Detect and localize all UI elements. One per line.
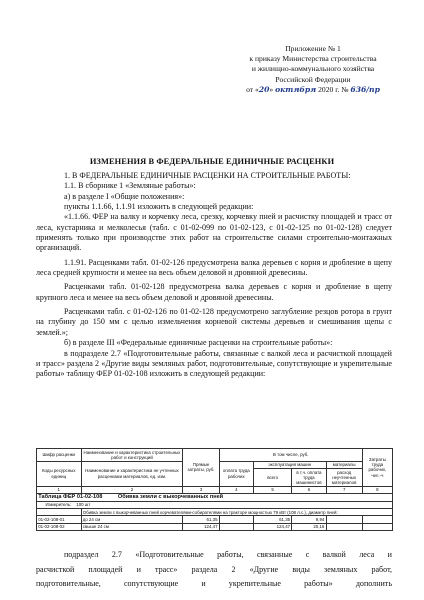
appendix-header — [218, 44, 408, 95]
header-total: всего — [253, 468, 291, 486]
appendix-ministry-line: и жилищно-коммунального хозяйства — [251, 64, 375, 74]
paragraph: Расценками табл. 01-02-128 предусмотрена валка деревьев с корня и дробление в щепу крупного леса и менее на весь объем деловой и дровяной древесины. — [36, 282, 392, 302]
header-unaccounted-materials: Наименование и характеристика не учтенных расценками материалов, ед. изм. — [81, 461, 183, 486]
meter-label: Измеритель: — [45, 502, 72, 508]
header-resource-codes: Коды ресурсных единиц — [37, 461, 82, 486]
header-labor: Затраты труда рабочих, чел.-ч — [362, 449, 392, 487]
table-title: Таблица ФЕР 01-02-108 — [38, 493, 103, 500]
work-description: Обивка земли с выкорчеванных пней корчевателями-собирателями на тракторе мощностью 79 кВт (108 л.с.), диаметр пней: — [81, 508, 393, 515]
continuation-text — [36, 548, 392, 592]
paragraph: б) в разделе III «Федеральные единичные расценки на строительные работы»: — [64, 338, 333, 348]
appendix-number: Приложение № 1 — [285, 44, 341, 53]
row-materials — [326, 523, 362, 530]
row-direct: 124,47 — [183, 523, 219, 530]
paragraph: «1.1.66. ФЕР на валку и корчевку леса, срезку, корчевку пней и расчистку площадей и трасс от леса, кустарника и мелколесья (табл. с 01-02-099 по 01-02-123, с 01-02-125 по 01-02-128) следует применять только при производстве этих работ на строительстве силами строительно-монтажных организаций. — [36, 212, 392, 253]
header-name: Наименование и характеристика строительных работ и конструкций — [81, 449, 183, 462]
colnum: 5 — [253, 486, 291, 493]
table-row — [37, 516, 393, 523]
date-prefix: от « — [246, 84, 259, 94]
colnum: 7 — [326, 486, 362, 493]
row-direct: 61,35 — [183, 516, 219, 523]
header-code: Шифр расценки — [37, 449, 82, 462]
colnum: 6 — [292, 486, 326, 493]
row-labor — [362, 523, 392, 530]
header-consumption: расход неучтенных материалов — [326, 468, 362, 486]
paragraph: пункты 1.1.66, 1.1.91 изложить в следующей редакции: — [64, 202, 254, 212]
table-subject: Обивка земли с выкорчеванных пней — [117, 493, 224, 500]
meter-value: 100 шт — [76, 502, 91, 508]
row-wage — [219, 516, 253, 523]
header-machines: эксплуатация машин — [253, 461, 326, 468]
section-heading: 1. В ФЕДЕРАЛЬНЫЕ ЕДИНИЧНЫЕ РАСЦЕНКИ НА СТРОИТЕЛЬНЫЕ РАБОТЫ: — [64, 171, 351, 180]
row-total: 124,47 — [253, 523, 291, 530]
handwritten-month: октября — [275, 84, 317, 94]
document-title: ИЗМЕНЕНИЯ В ФЕДЕРАЛЬНЫЕ ЕДИНИЧНЫЕ РАСЦЕНКИ — [89, 157, 335, 166]
colnum: 2 — [81, 486, 183, 493]
paragraph-line: расчисткой площадей и трасс» раздела 2 «Другие виды земляных работ, — [36, 564, 392, 574]
row-code: 01-02-108-02 — [37, 523, 82, 530]
table-title-row — [37, 494, 393, 501]
header-incl-wage: в т.ч. оплата труда машинистов — [292, 468, 326, 486]
document-body — [36, 171, 392, 380]
table-row — [37, 523, 393, 530]
row-mach-wage: 20,16 — [292, 523, 326, 530]
row-wage — [219, 523, 253, 530]
fer-table — [36, 448, 393, 531]
paragraph: 1.1.91. Расценками табл. 01-02-126 предусмотрена валка деревьев с корня и дробление в щепу леса средней крупности и менее на весь объем деловой и дровяной древесины. — [36, 257, 392, 278]
header-including: В том числе, руб. — [219, 449, 362, 462]
paragraph: в подразделе 2.7 «Подготовительные работы, связанные с валкой леса и расчисткой площадей и трасс» раздела 2 «Другие виды земляных работ, подготовительные, сопутствующие и укрепительные работы» таблицу ФЕР 01-02-108 изложить в следующей редакции: — [36, 348, 392, 379]
header-materials: материалы — [326, 461, 362, 468]
colnum: 4 — [219, 486, 253, 493]
appendix-order-line: к приказу Министерства строительства — [249, 54, 377, 64]
row-name: до 24 см — [81, 516, 183, 523]
paragraph: Расценками табл. с 01-02-126 по 01-02-128 предусмотрено заглубление резцов ротора в грунт на глубину до 150 мм с целью измельчения корневой системы деревьев и смешивания щепы с землей.»; — [36, 307, 392, 337]
row-mach-wage: 9,94 — [292, 516, 326, 523]
date-year: 2020 г. № — [318, 84, 349, 94]
paragraph-line: подготовительные, сопутствующие и укрепительные работы» дополнить — [36, 579, 392, 588]
paragraph-line: подраздел 2.7 «Подготовительные работы, связанные с валкой леса и — [64, 550, 392, 559]
paragraph: а) в разделе I «Общие положения»: — [64, 191, 185, 201]
handwritten-day: 20 — [258, 84, 270, 94]
appendix-country-line: Российской Федерации — [275, 74, 351, 84]
colnum: 1 — [37, 486, 82, 493]
row-materials — [326, 516, 362, 523]
header-wage: оплата труда рабочих — [219, 461, 253, 486]
row-code: 01-02-108-01 — [37, 516, 82, 523]
handwritten-order-number: 636/пр — [350, 84, 380, 94]
row-total: 61,35 — [253, 516, 291, 523]
header-direct-costs: Прямые затраты, руб. — [183, 449, 219, 487]
column-numbers-row — [37, 486, 393, 493]
order-date-line — [218, 85, 408, 95]
row-labor — [362, 516, 392, 523]
description-row — [37, 508, 393, 515]
row-name: свыше 24 см — [81, 523, 183, 530]
meter-row — [37, 501, 393, 508]
colnum: 3 — [183, 486, 219, 493]
colnum: 8 — [362, 486, 392, 493]
paragraph: 1.1. В сборнике 1 «Земляные работы»: — [64, 181, 196, 191]
date-mid: » — [269, 84, 274, 94]
